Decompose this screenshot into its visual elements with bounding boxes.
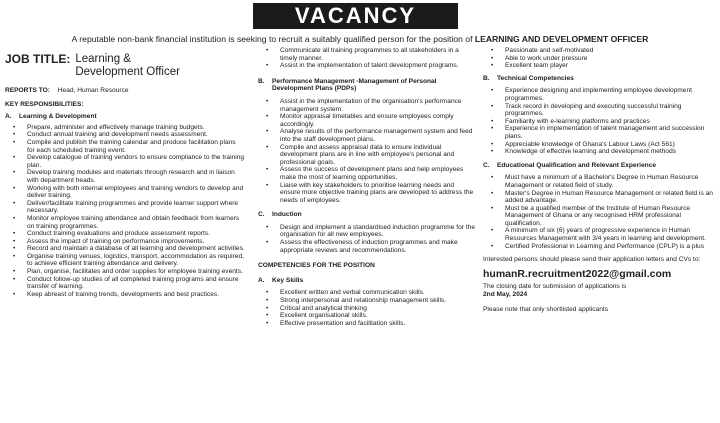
list-item: • Must be a qualified member of the Institute of Human Resource Management of Ghana or any recognised HRM professional qualification.: [505, 205, 715, 228]
list-item: • Conduct follow-up studies of all completed training programs and ensure transfer of learning.: [27, 276, 245, 291]
list-item: • Familiarity with e-learning platforms and practices: [505, 118, 715, 126]
list-item: • Excellent team player: [505, 62, 715, 70]
section-b-title: Performance Management -Management of Personal Development Plans (PDPs): [272, 77, 437, 93]
column-2: [258, 47, 476, 327]
list-item: • Conduct training evaluations and produce assessment reports.: [27, 230, 245, 238]
shortlist-note: Please note that only shortlisted applicants: [483, 305, 608, 313]
list-item: • Working with both internal employees and training vendors to develop and deliver training.: [27, 185, 245, 200]
section-b-list: [258, 98, 476, 204]
job-title: [5, 53, 245, 79]
list-item: • A minimum of six (6) years of progressive experience in Human Resources Management with 3/4 years in learning and development.: [505, 227, 715, 242]
section-a-letter: A.: [5, 113, 12, 121]
list-item: • Assess the success of development plans and help employees make the most of learning opportunities.: [280, 166, 476, 181]
list-item: • Passionate and self-motivated: [505, 47, 715, 55]
closing-date: 2nd May, 2024: [483, 291, 528, 299]
list-item: • Master's Degree in Human Resource Management or related field is an added advantage.: [505, 190, 715, 205]
application-email[interactable]: humanR.recruitment2022@gmail.com: [483, 267, 672, 280]
list-item: • Appreciable knowledge of Ghana's Labour Laws (Act 561): [505, 141, 715, 149]
section-a-title: Learning & Development: [19, 113, 97, 121]
list-item: • Record and maintain a database of all learning and development activities.: [27, 245, 245, 253]
list-item: • Conduct annual training and development needs assessment.: [27, 131, 245, 139]
competencies-heading: COMPETENCIES FOR THE POSITION: [258, 262, 375, 270]
list-item: • Design and implement a standardised induction programme for the organisation for all new employees.: [280, 224, 476, 239]
list-item: • Develop catalogue of training vendors to ensure compliance to the training plan.: [27, 154, 245, 169]
reports-to-label: REPORTS TO:: [5, 87, 50, 94]
section-c-heading: [258, 211, 476, 219]
reports-to-value: Head, Human Resource: [57, 87, 129, 94]
list-item: • Prepare, administer and effectively manage training budgets.: [27, 124, 245, 132]
education-heading: [483, 162, 715, 170]
list-item: • Track record in developing and executing successful training programmes.: [505, 103, 715, 118]
section-a-list-continued: [258, 47, 476, 70]
list-item: • Assess the impact of training on performance improvements.: [27, 238, 245, 246]
intro-position: LEARNING AND DEVELOPMENT OFFICER: [474, 34, 649, 44]
reports-to: [5, 87, 245, 95]
job-title-line2: Development Officer: [75, 66, 180, 78]
key-responsibilities-heading: KEY RESPONSIBILITIES:: [5, 100, 84, 108]
list-item: • Organise training venues, logistics, transport, accommodation as required, to achieve efficient training attendance and delivery.: [27, 253, 245, 268]
list-item: • Must have a minimum of a Bachelor's Degree in Human Resource Management or related field of study.: [505, 174, 715, 189]
tech-title: Technical Competencies: [497, 74, 574, 82]
intro-line: [0, 34, 720, 44]
list-item: • Plan, organise, facilitates and order supplies for employee training events.: [27, 268, 245, 276]
list-item: • Develop training modules and materials through research and in liaison with department heads.: [27, 169, 245, 184]
technical-competencies-heading: [483, 75, 715, 83]
list-item: • Assess the effectiveness of induction programmes and make appropriate reviews and recommendations.: [280, 239, 476, 254]
list-item: • Experience designing and implementing employee development programmes.: [505, 87, 715, 102]
closing-date-block: [483, 283, 715, 298]
list-item: • Compile and publish the training calendar and produce facilitation plans for each scheduled training event.: [27, 139, 245, 154]
list-item: • Analyse results of the performance management system and feed into the staff development plans.: [280, 128, 476, 143]
list-item: • Assist in the implementation of talent development programs.: [280, 62, 476, 70]
list-item: • Monitor employee training attendance and obtain feedback from learners on training programmes.: [27, 215, 245, 230]
list-item: • Certified Professional in Learning and Performance (CPLP) is a plus: [505, 243, 715, 251]
list-item: • Experience in implementation of talent management and succession plans.: [505, 125, 715, 140]
key-skills-list-continued: [483, 47, 715, 70]
column-3: [483, 47, 715, 313]
section-a-list: [5, 124, 245, 299]
list-item: • Compile and assess appraisal data to ensure individual development plans are in line with employee's personal and professional goals.: [280, 144, 476, 167]
section-c-list: [258, 224, 476, 254]
key-skills-list: [258, 289, 476, 327]
list-item: • Able to work under pressure: [505, 55, 715, 63]
job-title-value: [75, 53, 180, 79]
technical-competencies-list: [483, 87, 715, 155]
intro-text: A reputable non-bank financial institution is seeking to recruit a suitably qualified person for the position of: [71, 34, 473, 44]
list-item: • Assist in the implementation of the organisation's performance management system.: [280, 98, 476, 113]
edu-letter: C.: [483, 161, 490, 169]
list-item: • Communicate all training programmes to all stakeholders in a timely manner.: [280, 47, 476, 62]
tech-letter: B.: [483, 74, 490, 82]
list-item: • Critical and analytical thinking: [280, 305, 476, 313]
closing-date-text: The closing date for submission of applications is: [483, 283, 627, 291]
key-skills-title: Key Skills: [272, 276, 304, 284]
list-item: • Deliver/facilitate training programmes and provide learner support where necessary.: [27, 200, 245, 215]
section-a-heading: [5, 113, 245, 121]
education-list: [483, 174, 715, 250]
edu-title: Educational Qualification and Relevant Experience: [497, 161, 657, 169]
section-b-letter: B.: [258, 77, 265, 85]
section-c-letter: C.: [258, 211, 265, 219]
list-item: • Keep abreast of training trends, developments and best practices.: [27, 291, 245, 299]
list-item: • Strong interpersonal and relationship management skills.: [280, 297, 476, 305]
application-instructions: Interested persons should please send their application letters and CVs to:: [483, 256, 701, 264]
section-b-heading: [258, 78, 476, 93]
column-1: [5, 47, 245, 298]
job-title-label: JOB TITLE:: [5, 52, 71, 66]
section-c-title: Induction: [272, 211, 302, 219]
key-skills-heading: [258, 277, 476, 285]
list-item: • Excellent written and verbal communication skills.: [280, 289, 476, 297]
list-item: • Knowledge of effective learning and development methods: [505, 148, 715, 156]
list-item: • Liaise with key stakeholders to prioritise learning needs and ensure more objective training plans are developed to address the needs of employees.: [280, 182, 476, 205]
list-item: • Effective presentation and facilitation skills.: [280, 320, 476, 328]
vacancy-banner: VACANCY: [253, 3, 458, 29]
list-item: • Monitor appraisal timetables and ensure employees comply accordingly.: [280, 113, 476, 128]
key-skills-letter: A.: [258, 276, 265, 284]
job-title-line1: Learning &: [75, 53, 131, 65]
list-item: • Excellent organisational skills.: [280, 312, 476, 320]
